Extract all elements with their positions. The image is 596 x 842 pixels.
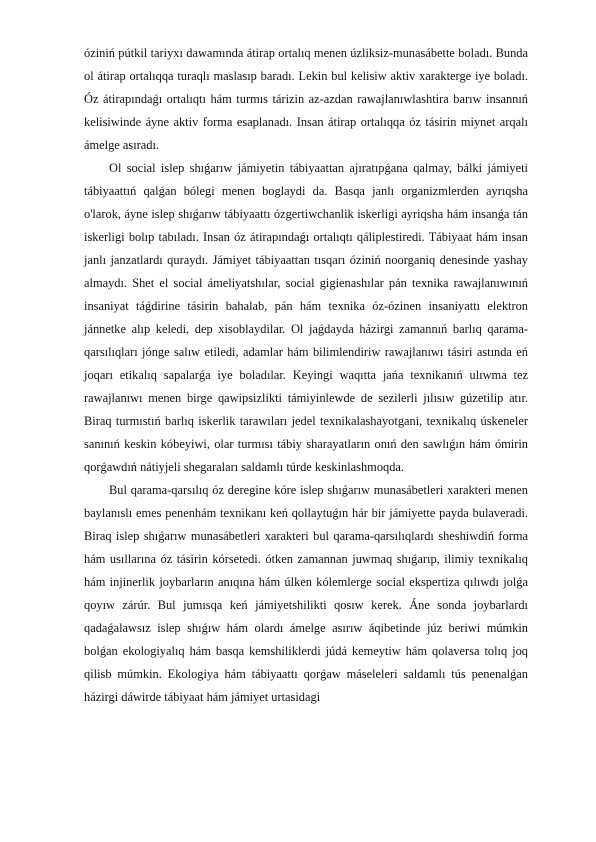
paragraph-3: Bul qarama-qarsılıq óz deregine kóre islep shıǵarıw munasábetleri xarakteri menen baylanıslı emes penenhám texnikanı keń qollaytuǵın hár bir jámiyette payda bulaveradi. Biraq islep shıǵarıw munasábetleri xarakteri bul qarama-qarsılıqlardı sheshiwdiń forma hám usıllarına óz tásirin kórsetedi. ótken zamannan juwmaq shıǵarıp, ilimiy texnikalıq hám injinerlik joybarların anıqına hám úlken kólemlerge social ekspertiza qılıwdı jolǵa qoyıw zárúr. Bul jumısqa keń jámiyetshilikti qosıw kerek. Áne sonda joybarlardı qadaǵalawsız islep shıǵıw hám olardı ámelge asırıw áqibetinde júz beriwi múmkin bolǵan ekologiyalıq hám basqa kemshiliklerdi júdá kemeytiw hám qolaversa tolıq joq qilisb múmkin. Ekologiya hám tábiyaattı qorǵaw máseleleri saldamlı tús penenalǵan házirgi dáwirde tábiyaat hám jámiyet urtasidagi xyxy=(84,483,528,704)
paragraph-1: óziniń pútkil tariyxı dawamında átirap ortalıq menen úzliksiz-munasábette boladı. Bunda ol átirap ortalıqqa turaqlı maslasıp baradı. Lekin bul kelisiw aktiv xarakterge iye boladı. Óz átirapındaǵı ortalıqtı hám turmıs tárizin az-azdan rawajlanıwlashtira barıw insannıń kelisiwinde áyne aktiv forma esaplanadı. Insan átirap ortalıqqa óz tásirin miynet arqalı ámelge asıradı. xyxy=(84,46,528,152)
paragraph-2: Ol social islep shıǵarıw jámiyetin tábiyaattan ajıratıpǵana qalmay, bálki jámiyeti tábiyaattıń qalǵan bólegi menen boglaydi da. Basqa janlı organizmlerden ayrıqsha o'larok, áyne islep shıǵarıw tábiyaattı ózgertiwchanlik iskerligi ayriqsha hám insanǵa tán iskerligi bolıp tabıladı. Insan óz átirapındaǵı ortalıqtı qáliplestiredi. Tábiyaat hám insan janlı janzatlardı quraydı. Jámiyet tábiyaattan tısqarı óziniń noorganiq denesinde yashay almaydı. Shet el social ámeliyatshılar, social gigienashılar pán texnika rawajlanıwınıń insaniyat táǵdirine tásirin bahalab, pán hám texnika óz-ózinen insaniyattı elektron jánnetke alıp keledi, dep xisoblaydilar. Ol jaǵdayda házirgi zamannıń barlıq qarama-qarsılıqları jónge salıw etiledi, adamlar hám bilimlendiriw rawajlanıwı tásiri astında eń joqarı etikalıq sapalarǵa iye boladılar. Keyingi waqıtta jańa texnikanıń ulıwma tez rawajlanıwı menen birge qawipsizlikti támiyinlewde de sezilerli jılısıw gúzetilip atır. Biraq turmıstıń barlıq iskerlik tarawıları jedel texnikalashayotgani, texnikalıq úskeneler sanınıń keskin kóbeyiwi, olar turmısı tábiy sharayatların onıń den sawlıǵın hám ómirin qorǵawdıń nátiyjeli shegaraları saldamlı túrde keskinlashmoqda. xyxy=(84,161,528,474)
document-page xyxy=(84,42,528,709)
